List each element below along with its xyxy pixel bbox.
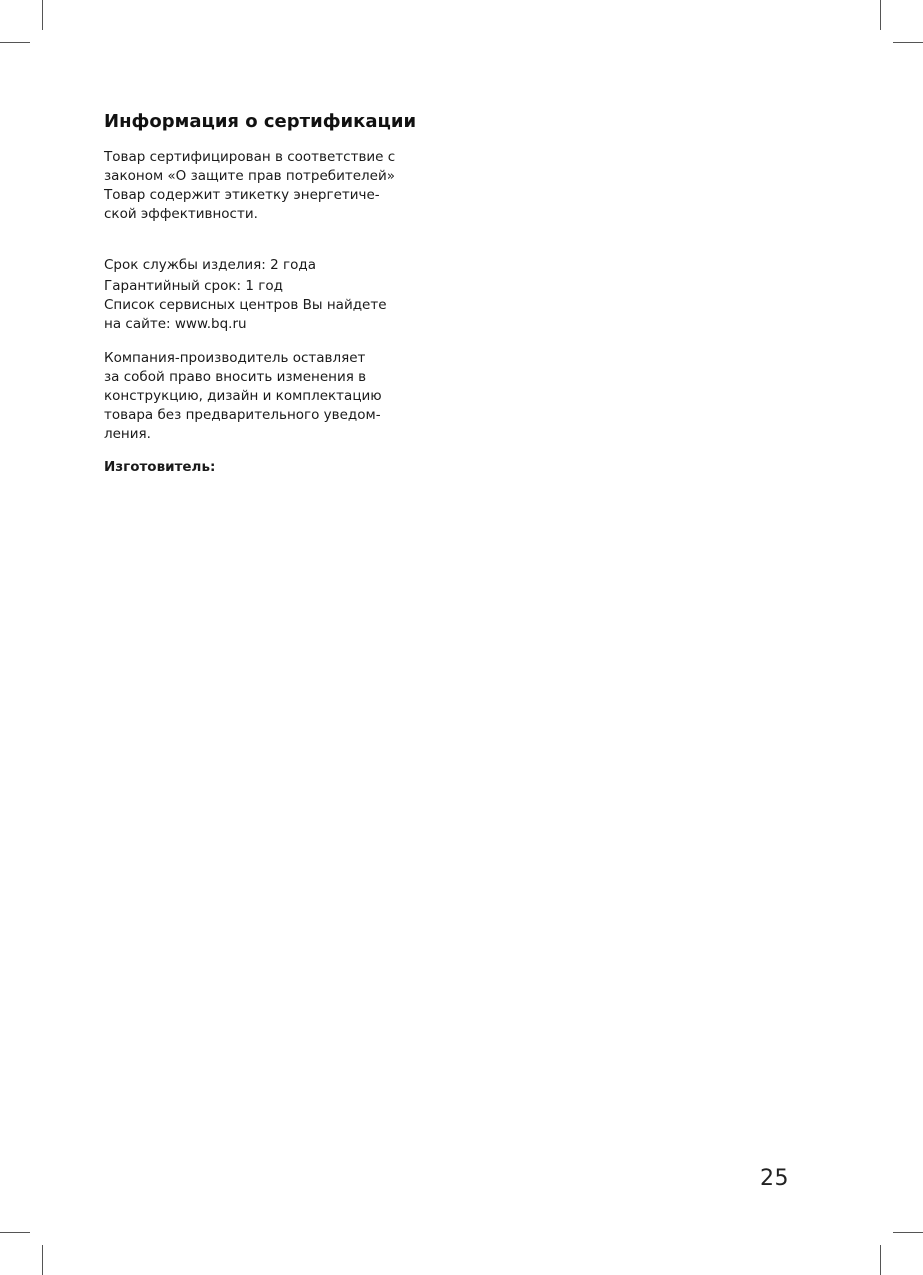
crop-mark-top-right-horizontal — [893, 42, 923, 43]
text-line: за собой право вносить изменения в — [104, 369, 367, 385]
page-content — [104, 108, 444, 477]
crop-mark-bottom-right-vertical — [880, 1245, 881, 1275]
text-line: законом «О защите прав потребителей» — [104, 168, 395, 184]
crop-mark-bottom-right-horizontal — [893, 1232, 923, 1233]
crop-mark-top-left-horizontal — [0, 42, 30, 43]
crop-mark-bottom-left-vertical — [42, 1245, 43, 1275]
certification-paragraph — [104, 148, 444, 224]
service-paragraph — [104, 256, 444, 334]
text-line: Товар содержит этикетку энергетиче- — [104, 187, 380, 203]
page-number: 25 — [760, 1166, 789, 1191]
text-line: Список сервисных центров Вы найдете — [104, 297, 387, 313]
crop-mark-bottom-left-horizontal — [0, 1232, 30, 1233]
manufacturer-label: Изготовитель: — [104, 459, 216, 475]
website-line: на сайте: www.bq.ru — [104, 316, 247, 332]
service-life-line: Срок службы изделия: 2 года — [104, 257, 316, 273]
text-line: ления. — [104, 426, 151, 442]
text-line: ской эффективности. — [104, 206, 258, 222]
text-line: Компания-производитель оставляет — [104, 350, 366, 366]
crop-mark-top-left-vertical — [42, 0, 43, 30]
text-line: конструкцию, дизайн и комплектацию — [104, 388, 382, 404]
page-title: Информация о сертификации — [104, 111, 417, 132]
rights-paragraph — [104, 349, 444, 444]
text-line: Товар сертифицирован в соответствие с — [104, 149, 396, 165]
crop-mark-top-right-vertical — [880, 0, 881, 30]
warranty-line: Гарантийный срок: 1 год — [104, 278, 283, 294]
text-line: товара без предварительного уведом- — [104, 407, 381, 423]
